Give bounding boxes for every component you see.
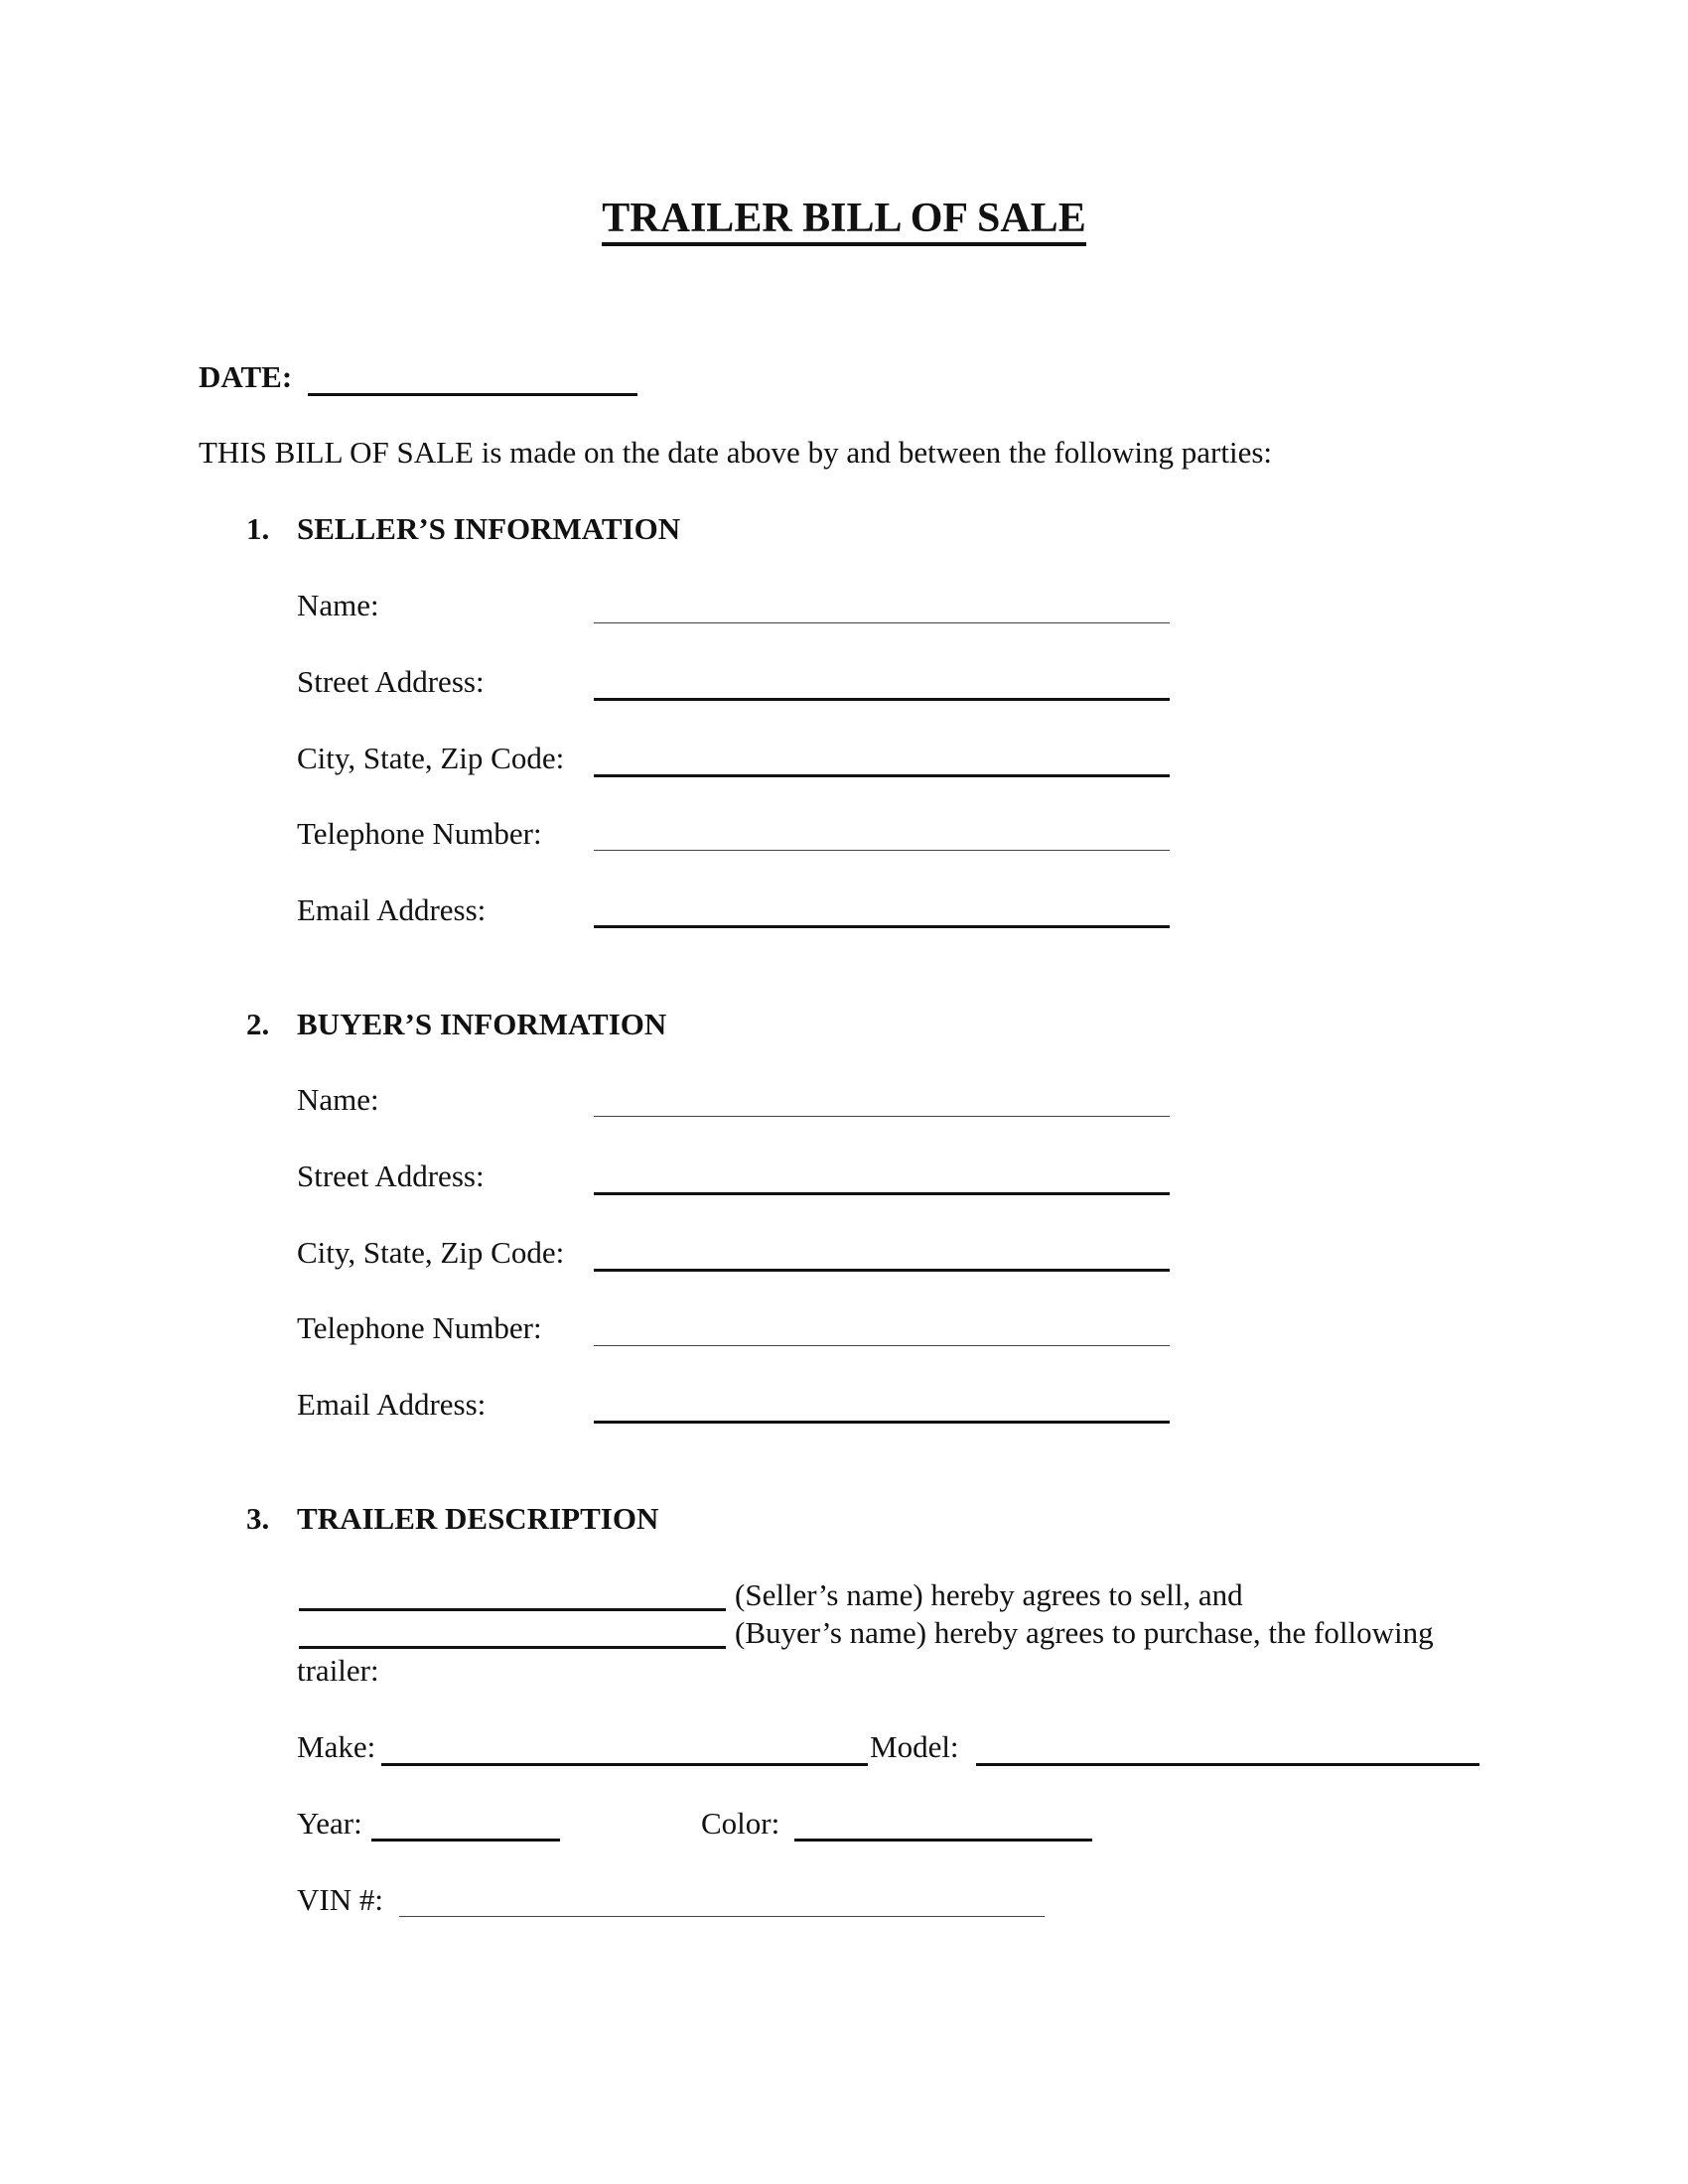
seller-name-label: Name: xyxy=(297,588,379,622)
vin-label: VIN #: xyxy=(297,1882,383,1917)
seller-name-blank[interactable] xyxy=(299,1608,726,1611)
color-label: Color: xyxy=(701,1806,780,1841)
trailer-word: trailer: xyxy=(297,1653,379,1688)
buyer-street-label: Street Address: xyxy=(297,1159,485,1193)
date-label: DATE: xyxy=(199,359,293,394)
seller-name-field[interactable] xyxy=(594,622,1170,623)
buyer-street-field[interactable] xyxy=(594,1192,1170,1195)
document-title xyxy=(0,195,1688,246)
buyer-name-field[interactable] xyxy=(594,1116,1170,1117)
buyer-phone-field[interactable] xyxy=(594,1345,1170,1346)
color-field[interactable] xyxy=(794,1839,1092,1842)
buyer-clause: (Buyer’s name) hereby agrees to purchase, the following xyxy=(735,1615,1434,1650)
seller-street-field[interactable] xyxy=(594,698,1170,701)
trailer-section-number: 3. xyxy=(246,1501,270,1536)
year-field[interactable] xyxy=(371,1839,560,1842)
make-label: Make: xyxy=(297,1729,376,1764)
buyer-city-field[interactable] xyxy=(594,1269,1170,1272)
date-field[interactable] xyxy=(308,393,637,396)
seller-section-number: 1. xyxy=(246,511,270,546)
vin-field[interactable] xyxy=(399,1916,1045,1917)
buyer-city-label: City, State, Zip Code: xyxy=(297,1235,565,1270)
seller-section-heading: SELLER’S INFORMATION xyxy=(297,511,681,546)
seller-phone-field[interactable] xyxy=(594,850,1170,851)
buyer-section-number: 2. xyxy=(246,1007,270,1041)
year-label: Year: xyxy=(297,1806,362,1841)
make-field[interactable] xyxy=(381,1763,868,1766)
buyer-phone-label: Telephone Number: xyxy=(297,1310,542,1345)
buyer-email-label: Email Address: xyxy=(297,1387,487,1422)
seller-street-label: Street Address: xyxy=(297,664,485,699)
buyer-name-blank[interactable] xyxy=(299,1646,726,1649)
buyer-section-heading: BUYER’S INFORMATION xyxy=(297,1007,667,1041)
buyer-name-label: Name: xyxy=(297,1082,379,1117)
model-field[interactable] xyxy=(976,1763,1479,1766)
intro-text: THIS BILL OF SALE is made on the date above by and between the following parties: xyxy=(199,435,1273,470)
model-label: Model: xyxy=(870,1729,959,1764)
seller-email-field[interactable] xyxy=(594,925,1170,928)
buyer-email-field[interactable] xyxy=(594,1421,1170,1424)
seller-clause: (Seller’s name) hereby agrees to sell, and xyxy=(735,1577,1243,1612)
title-text: TRAILER BILL OF SALE xyxy=(602,197,1085,246)
seller-phone-label: Telephone Number: xyxy=(297,816,542,851)
seller-city-field[interactable] xyxy=(594,774,1170,777)
seller-city-label: City, State, Zip Code: xyxy=(297,741,565,775)
seller-email-label: Email Address: xyxy=(297,892,487,927)
trailer-section-heading: TRAILER DESCRIPTION xyxy=(297,1501,659,1536)
